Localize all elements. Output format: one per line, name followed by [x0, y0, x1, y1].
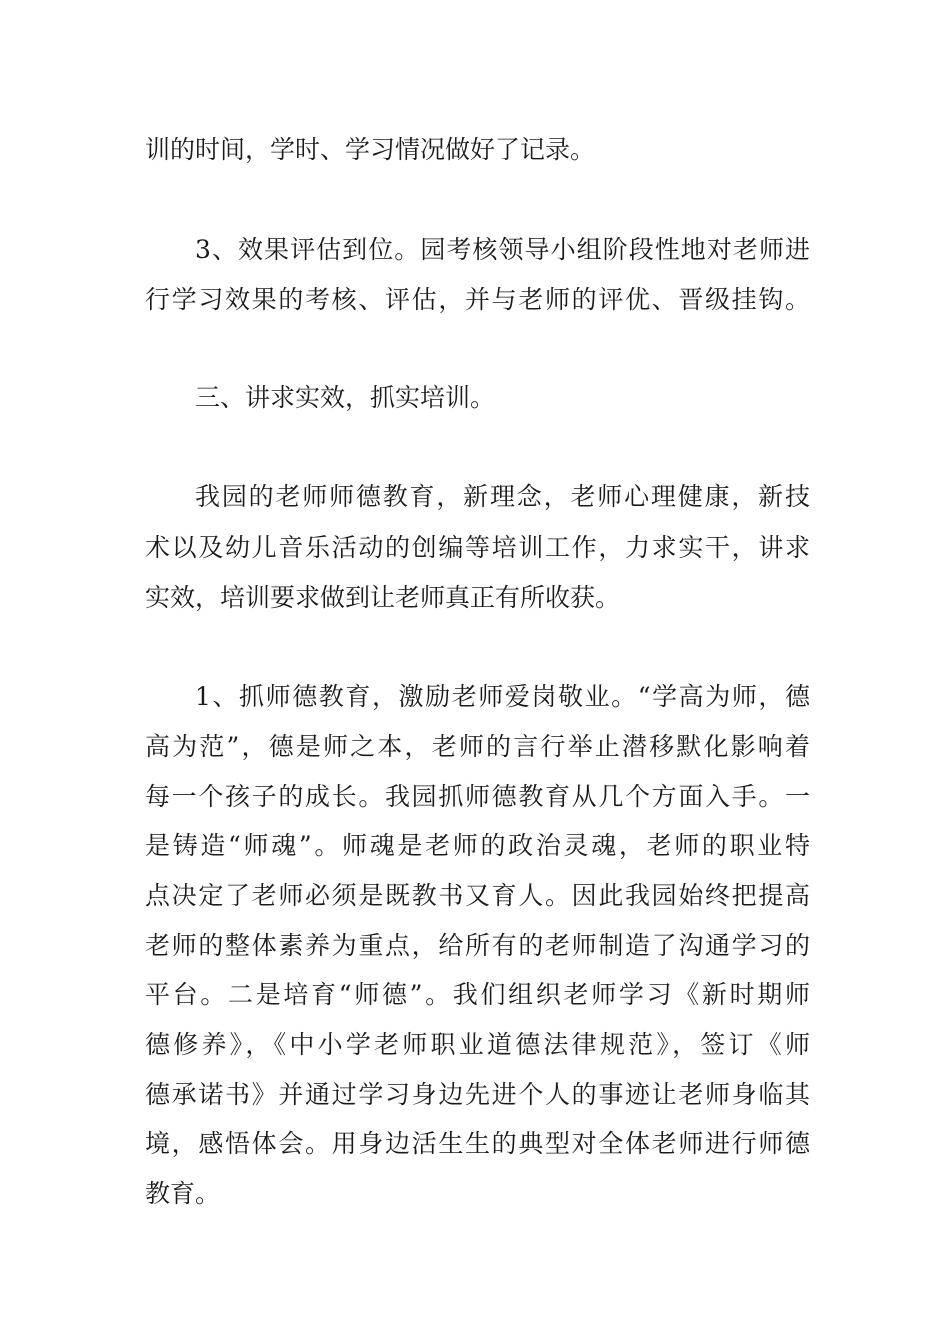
text-line: 术以及幼儿音乐活动的创编等培训工作，力求实干，讲求 [145, 533, 810, 562]
text-line: 点决定了老师必须是既教书又育人。因此我园始终把提高 [145, 881, 810, 910]
text-line: 教育。 [145, 1179, 221, 1208]
text-line: 行学习效果的考核、评估，并与老师的评优、晋级挂钩。 [145, 285, 810, 314]
text-line: 我园的老师师德教育，新理念，老师心理健康，新技 [195, 482, 810, 511]
text-line: 每一个孩子的成长。我园抓师德教育从几个方面入手。一 [145, 782, 810, 811]
text-line: 德承诺书》并通过学习身边先进个人的事迹让老师身临其 [145, 1080, 810, 1109]
text-line: 1、抓师德教育，激励老师爱岗敬业。“学高为师，德 [195, 682, 810, 711]
text-line: 实效，培训要求做到让老师真正有所收获。 [145, 583, 621, 612]
text-line: 德修养》，《中小学老师职业道德法律规范》，签订《师 [145, 1030, 810, 1059]
text-line: 是铸造“师魂”。师魂是老师的政治灵魂，老师的职业特 [145, 831, 810, 860]
text-line: 高为范”，德是师之本，老师的言行举止潜移默化影响着 [145, 732, 810, 761]
text-line: 老师的整体素养为重点，给所有的老师制造了沟通学习的 [145, 931, 810, 960]
text-line: 境，感悟体会。用身边活生生的典型对全体老师进行师德 [145, 1129, 810, 1158]
text-line: 平台。二是培育“师德”。我们组织老师学习《新时期师 [145, 980, 810, 1009]
text-line: 3、效果评估到位。园考核领导小组阶段性地对老师进 [195, 235, 810, 264]
section-heading: 三、讲求实效，抓实培训。 [195, 383, 496, 412]
text-line: 训的时间，学时、学习情况做好了记录。 [145, 135, 596, 164]
